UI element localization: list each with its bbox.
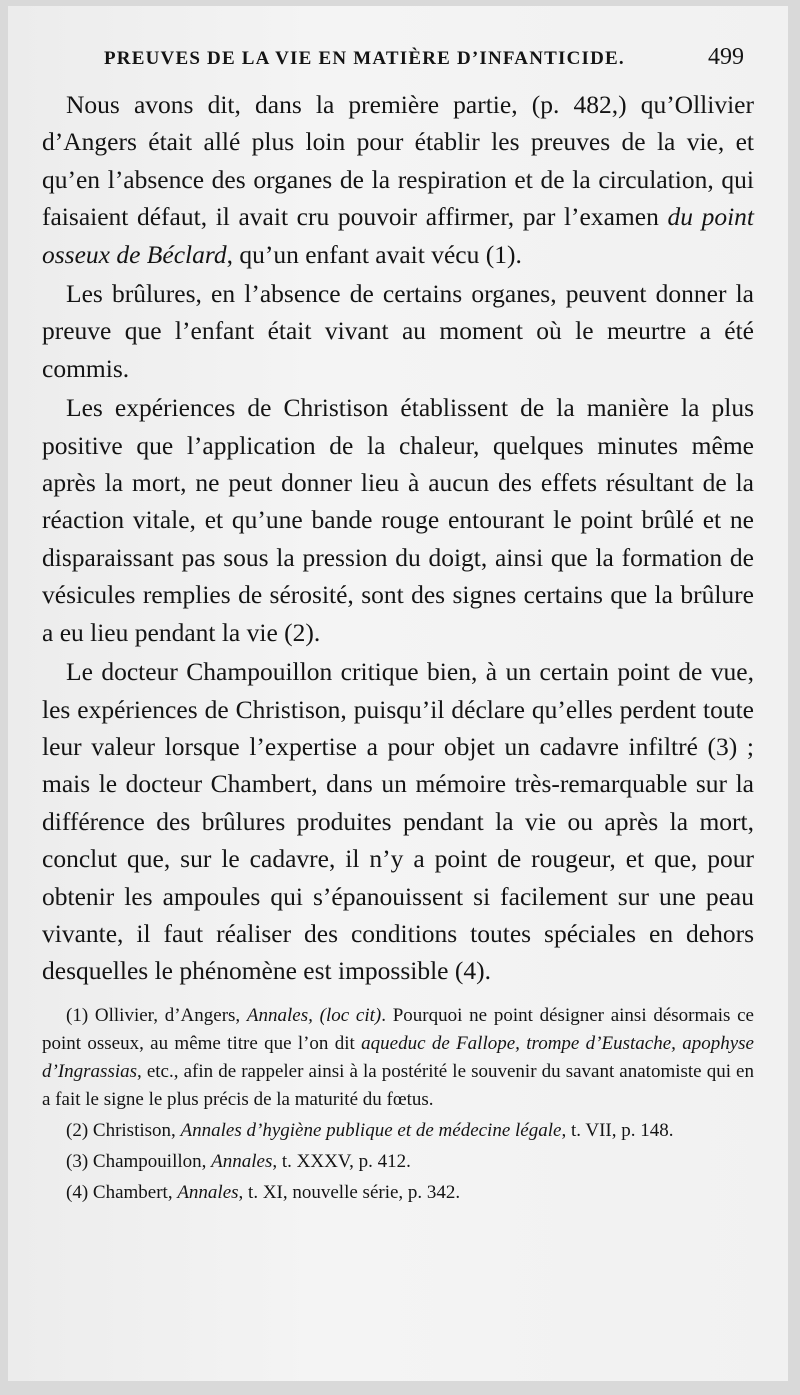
italic-text-run: Annales d’hygiène publique et de médecine légale — [180, 1119, 562, 1141]
text-run: Le docteur Champouillon critique bien, à un certain point de vue, les expériences de Christison, puisqu’il déclare qu’elles perdent toute leur valeur lorsque l’expertise a pour objet un cadavre infiltré (3) ; mais le docteur Chambert, dans un mémoire très-remarquable sur la différence des brûlures produites pendant la vie ou après la mort, conclut que, sur le cadavre, il n’y a point de rougeur, et que, pour obtenir les ampoules qui s’épanouissent si facilement sur une peau vivante, il faut réaliser des conditions toutes spéciales en dehors desquelles le phénomène est impossible (4). — [42, 657, 754, 986]
paragraph — [42, 86, 754, 273]
footnote — [42, 1117, 754, 1145]
footnotes — [42, 1002, 754, 1207]
paragraph — [42, 653, 754, 990]
running-title: PREUVES DE LA VIE EN MATIÈRE D’INFANTICIDE. — [104, 48, 625, 69]
text-run: Les expériences de Christison établissent de la manière la plus positive que l’application de la chaleur, quelques minutes même après la mort, ne peut donner lieu à aucun des effets résultant de la réaction vitale, et qu’une bande rouge entourant le point brûlé et ne disparaissant pas sous la pression du doigt, ainsi que la formation de vésicules remplies de sérosité, sont des signes certains que la brûlure a eu lieu pendant la vie (2). — [42, 393, 754, 647]
italic-text-run: du point osseux de Béclard — [42, 202, 755, 269]
text-run: , t. XXXV, p. 412. — [272, 1150, 411, 1172]
italic-text-run: Annales — [177, 1181, 239, 1203]
text-run: . Pourquoi ne point désigner ainsi désormais ce point osseux, au même titre que l’on dit — [42, 1004, 754, 1054]
footnote — [42, 1179, 754, 1207]
text-run: , qu’un enfant avait vécu (1). — [226, 239, 522, 269]
body-text — [42, 86, 754, 990]
italic-text-run: Annales — [211, 1150, 273, 1172]
text-run: , t. VII, p. 148. — [561, 1119, 674, 1141]
footnote — [42, 1002, 754, 1114]
footnote — [42, 1148, 754, 1176]
text-run: Les brûlures, en l’absence de certains organes, peuvent donner la preuve que l’enfant était vivant au moment où le meurtre a été commis. — [42, 279, 754, 383]
paragraph — [42, 389, 754, 651]
text-run: , etc., afin de rappeler ainsi à la postérité le souvenir du savant anatomiste qui en a fait le signe le plus précis de la maturité du fœtus. — [42, 1060, 754, 1110]
text-run: (2) Christison, — [66, 1119, 181, 1141]
text-run: , t. XI, nouvelle série, p. 342. — [238, 1181, 461, 1203]
paragraph — [42, 275, 754, 387]
text-run: (1) Ollivier, d’Angers, — [66, 1004, 247, 1026]
running-header — [104, 44, 744, 78]
text-run: Nous avons dit, dans la première partie, (p. 482,) qu’Ollivier d’Angers était allé plus loin pour établir les preuves de la vie, et qu’en l’absence des organes de la respiration et de la circulation, qui faisaient défaut, il avait cru pouvoir affirmer, par l’examen — [42, 90, 754, 232]
book-page — [8, 6, 788, 1381]
text-run: (3) Champouillon, — [66, 1150, 212, 1172]
italic-text-run: Annales, (loc cit) — [246, 1004, 382, 1026]
italic-text-run: aqueduc de Fallope, trompe d’Eustache, apophyse d’Ingrassias — [42, 1032, 754, 1082]
page-number: 499 — [708, 44, 744, 70]
text-run: (4) Chambert, — [66, 1181, 178, 1203]
